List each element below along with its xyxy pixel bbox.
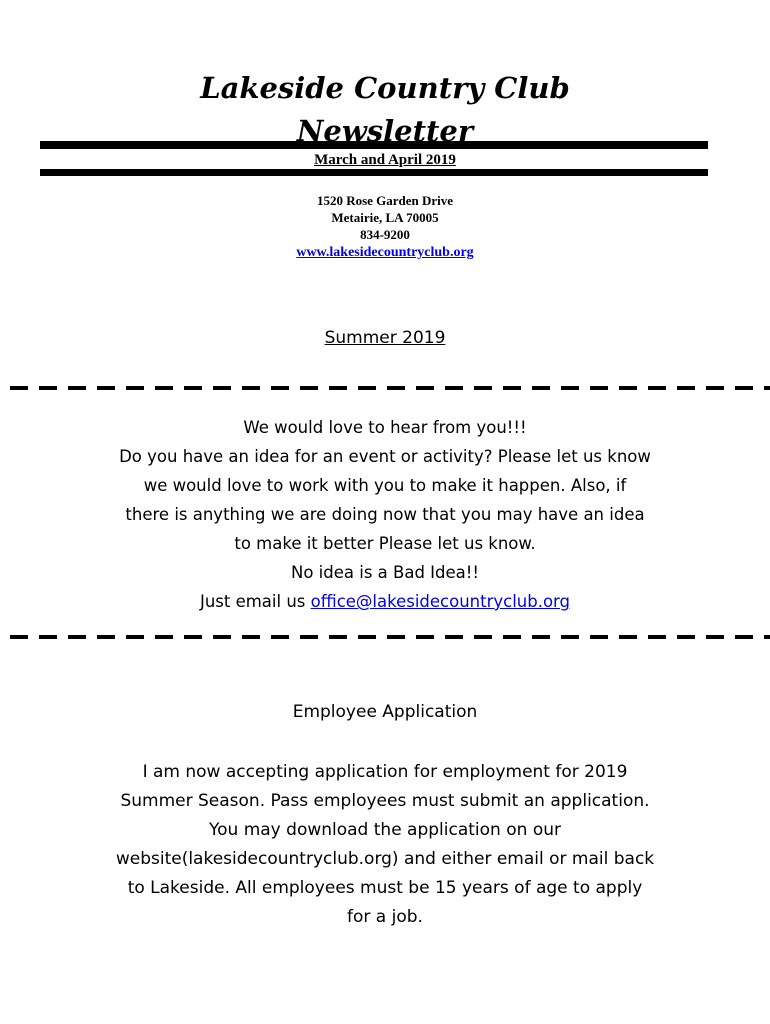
issue-date (0, 151, 770, 169)
email-line (0, 587, 770, 616)
issue-date-text: March and April 2019 (314, 152, 456, 168)
contact-block (0, 192, 770, 261)
message-line: We would love to hear from you!!! (243, 418, 527, 437)
newsletter-title (0, 112, 770, 150)
message-line: to make it better Please let us know. (234, 534, 536, 553)
message-line: Do you have an idea for an event or activity? Please let us know (119, 447, 651, 466)
summer-section-title-text: Summer 2019 (324, 328, 446, 348)
employment-line: I am now accepting application for employment for 2019 (142, 762, 628, 782)
employment-message (0, 758, 770, 932)
email-prefix: Just email us (199, 592, 311, 611)
address-line2: Metairie, LA 70005 (331, 210, 439, 225)
dashed-divider-bottom (10, 635, 770, 639)
employment-line: website(lakesidecountryclub.org) and either email or mail back (115, 849, 655, 869)
email-link[interactable]: office@lakesidecountryclub.org (310, 592, 571, 611)
employment-line: for a job. (347, 907, 423, 927)
summer-message (0, 413, 770, 616)
message-line: we would love to work with you to make it happen. Also, if (143, 476, 627, 495)
header-rule-bottom (40, 169, 708, 176)
employment-line: to Lakeside. All employees must be 15 years of age to apply (127, 878, 643, 898)
phone-number: 834-9200 (360, 227, 410, 242)
newsletter-title-text: Newsletter (296, 114, 474, 148)
address-line1: 1520 Rose Garden Drive (316, 193, 454, 208)
employment-section-title: Employee Application (292, 702, 478, 722)
message-line: No idea is a Bad Idea!! (290, 563, 479, 582)
website-link[interactable]: www.lakesidecountryclub.org (296, 245, 474, 260)
summer-section-title (0, 326, 770, 350)
employment-line: You may download the application on our (209, 820, 561, 840)
club-name-title: Lakeside Country Club (200, 71, 570, 105)
employment-line: Summer Season. Pass employees must submit an application. (120, 791, 650, 811)
dashed-divider-top (10, 386, 770, 390)
message-line: there is anything we are doing now that you may have an idea (125, 505, 645, 524)
